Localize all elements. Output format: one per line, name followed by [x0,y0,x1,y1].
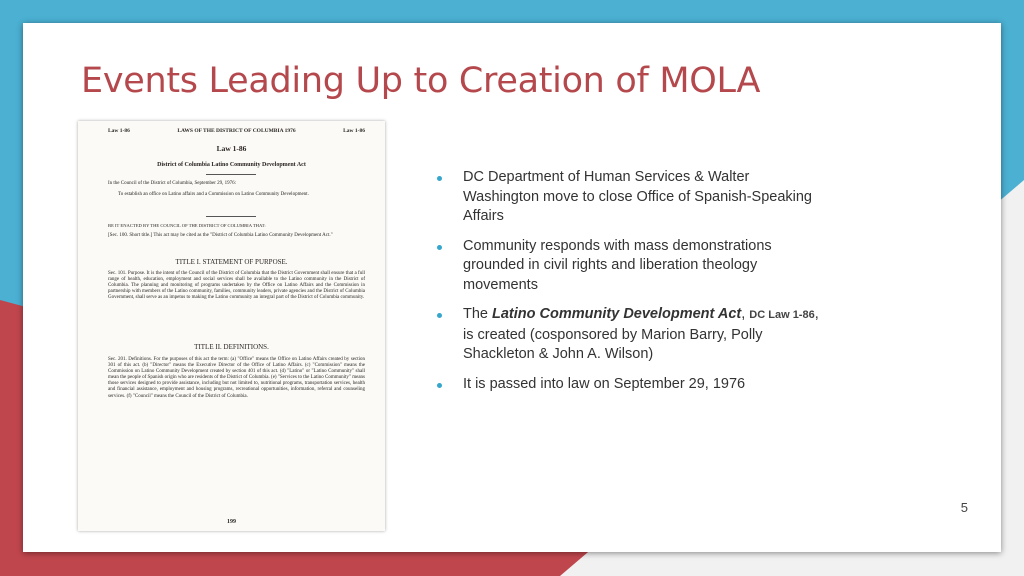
doc-header-center: LAWS OF THE DISTRICT OF COLUMBIA 1976 [177,128,296,134]
doc-sec-201: Sec. 201. Definitions. For the purposes of this act the term: (a) "Office" means the Office on Latino Affairs created by section 301 of this act. (b) "Director" means the Executive Director of the Office of Latino Affairs. (c) "Commission" means the Commission on Latino Community Development created by section 401 of this act. (d) "Latino" or "Latino Community" shall mean the people of Spanish origin who are residents of the District of Columbia. (e) "Services to the Latino Community" means those services designed to provide assistance, including but not limited to, nutritional programs, transportation services, health and financial assistance, employment and housing programs, recreational opportunities, information, referral and counseling services. (f) "Council" means the Council of the District of Columbia. [108,357,365,399]
bullet-item [434,375,824,395]
act-name: Latino Community Development Act [492,306,742,322]
bullet-dot-icon [437,383,442,388]
doc-divider [206,174,256,175]
bullet-dot-icon [437,313,442,318]
doc-sec-101: Sec. 101. Purpose. It is the intent of the Council of the District of Columbia that the District Government shall ensure that a full range of health, education, employment and social services shall be available to the Latino community in the District of Columbia. The planning and monitoring of programs undertaken by the Office on Latino Affairs and the Commission in partnership with members of the Latino community, families, community leaders, private agencies and the District of Columbia Government, shall serve as an impetus to making the Latino community an integral part of the District of Columbia community. [108,271,365,301]
doc-council-line: In the Council of the District of Columbia, September 29, 1976: [108,181,237,186]
doc-divider [206,216,256,217]
doc-act-name: District of Columbia Latino Community Development Act [157,162,306,168]
doc-header-left: Law 1-86 [108,128,130,134]
slide-page-number: 5 [960,500,968,515]
doc-short-title: [Sec. 100. Short title.] This act may be cited as the "District of Columbia Latino Community Development Act." [108,233,333,238]
doc-header [108,128,365,134]
doc-purpose-line: To establish an office on Latino affairs and a Commission on Latino Community Development. [118,192,309,197]
bullet-item [434,305,824,365]
doc-title-2: TITLE II. DEFINITIONS. [194,343,269,351]
doc-enacted: BE IT ENACTED BY THE COUNCIL OF THE DISTRICT OF COLUMBIA THAT: [108,223,266,228]
bullet-dot-icon [437,176,442,181]
law-document-scan [78,121,385,531]
bullet-item [434,168,824,227]
doc-header-right: Law 1-86 [343,128,365,134]
doc-title-1: TITLE I. STATEMENT OF PURPOSE. [175,258,288,266]
slide-card [23,23,1001,552]
bullet-prefix: The [463,306,493,322]
law-number: DC Law 1-86 [749,309,815,321]
doc-law-number: Law 1-86 [216,144,247,153]
bullet-text: , is created (cosponsored by Marion Barry, Polly Shackleton & John A. Wilson) [463,306,819,362]
bullet-dot-icon [437,245,442,250]
bullet-text: It is passed into law on September 29, 1976 [463,375,746,392]
doc-page-number: 199 [227,519,236,525]
bullet-list [434,168,824,404]
slide-title: Events Leading Up to Creation of MOLA [81,61,761,101]
bullet-text: DC Department of Human Services & Walter Washington move to close Office of Spanish-Speaking Affairs [463,169,812,224]
bullet-comma: , [741,306,750,322]
bullet-item [434,237,824,296]
bullet-text: Community responds with mass demonstrations grounded in civil rights and liberation theology movements [463,237,772,293]
